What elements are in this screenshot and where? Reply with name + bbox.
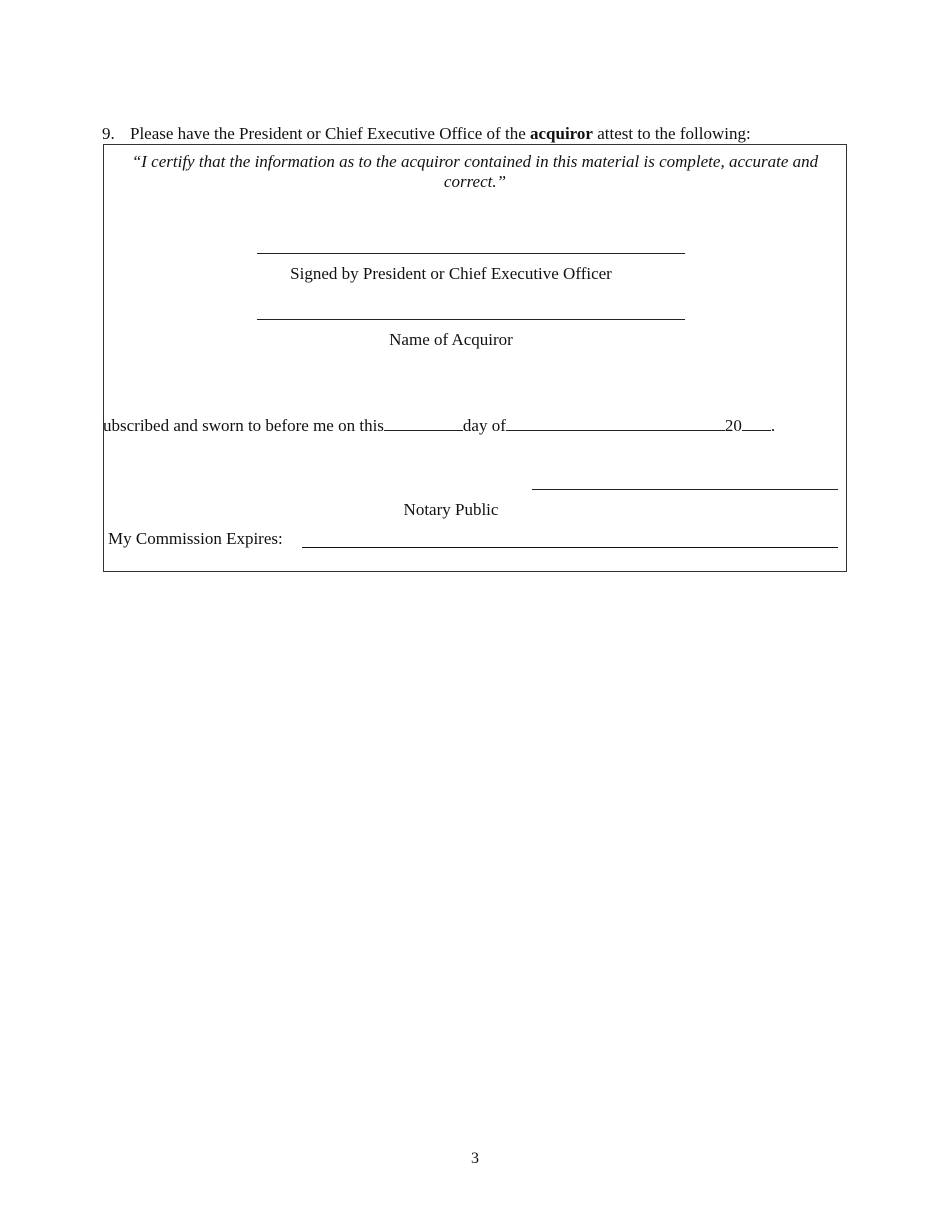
question-9 — [102, 124, 751, 144]
notary-signature-line[interactable] — [532, 489, 838, 490]
certification-line-1: “I certify that the information as to the acquiror contained in this material is complete, accurate and — [131, 152, 819, 171]
acquiror-name-caption: Name of Acquiror — [389, 330, 513, 349]
question-text-before: Please have the President or Chief Executive Office of the — [130, 124, 530, 143]
question-number: 9. — [102, 124, 115, 143]
day-blank[interactable] — [384, 415, 463, 431]
acquiror-name-line[interactable] — [257, 319, 685, 320]
notary-public-caption: Notary Public — [403, 500, 499, 519]
page-number: 3 — [471, 1150, 479, 1167]
month-blank[interactable] — [506, 415, 725, 431]
sworn-text: ubscribed and sworn to before me on this — [103, 416, 384, 435]
certification-statement — [106, 152, 844, 192]
signature-caption: Signed by President or Chief Executive Officer — [290, 264, 612, 283]
day-of-text: day of — [462, 416, 506, 435]
sworn-statement — [103, 415, 775, 436]
commission-expires-line[interactable] — [302, 547, 838, 548]
question-text-after: attest to the following: — [592, 124, 751, 143]
sworn-period: . — [770, 416, 776, 435]
question-text-bold: acquiror — [530, 124, 593, 143]
certification-line-2: correct.” — [443, 172, 507, 191]
commission-expires-label: My Commission Expires: — [108, 529, 283, 548]
year-blank[interactable] — [742, 415, 771, 431]
year-prefix: 20 — [724, 416, 742, 435]
signature-line[interactable] — [257, 253, 685, 254]
